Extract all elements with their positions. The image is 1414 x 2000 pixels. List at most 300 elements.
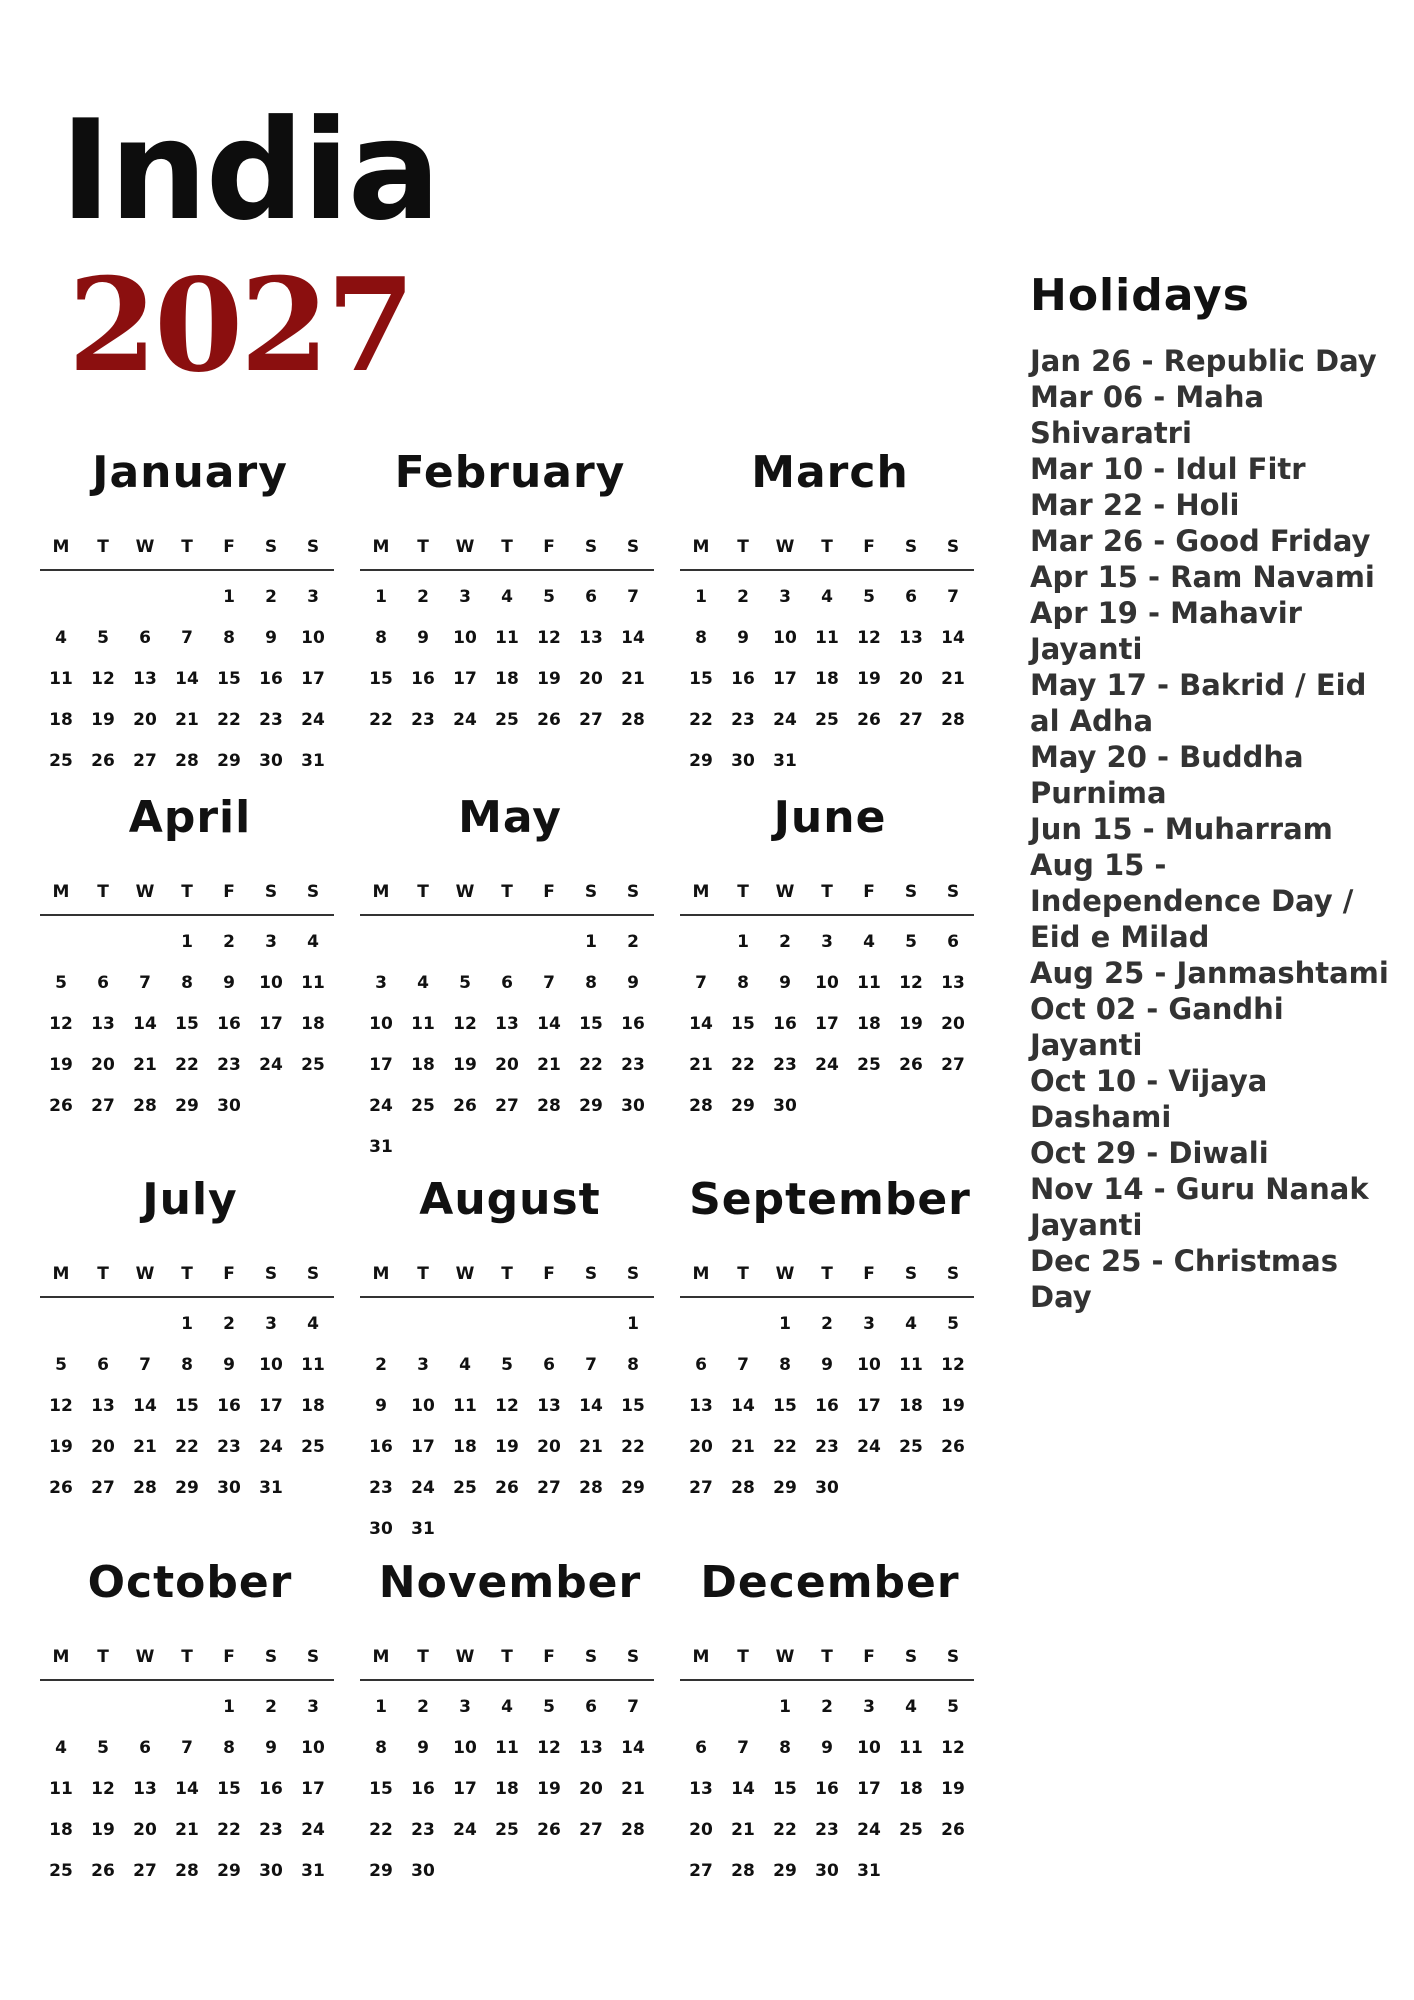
weekday-label: S [584,882,598,902]
day-cell: 30 [411,1861,435,1881]
weekday-label: M [372,882,390,902]
day-cell: 21 [689,1055,713,1075]
weekday-label: F [863,1264,875,1284]
day-cell: 14 [537,1014,561,1034]
day-cell: 25 [857,1055,881,1075]
day-cell: 16 [369,1437,393,1457]
month-4 [360,790,660,1168]
day-cell: 15 [217,1779,241,1799]
day-cell: 9 [375,1396,387,1416]
weekday-label: M [52,537,70,557]
month-name: October [87,1557,293,1608]
weekday-label: T [97,537,109,557]
weekday-label: S [264,882,278,902]
day-cell: 11 [301,973,325,993]
day-cell: 11 [49,669,73,689]
month-name: January [92,447,288,498]
day-cell: 4 [459,1355,471,1375]
weekday-label: T [417,1264,429,1284]
day-cell: 24 [453,1820,477,1840]
weekday-label: S [946,537,960,557]
weekday-label: F [223,1647,235,1667]
day-cell: 6 [585,1697,597,1717]
day-cell: 12 [91,669,115,689]
weekday-label: T [97,1647,109,1667]
day-cell: 24 [301,710,325,730]
day-grid [40,922,334,1127]
weekday-label: W [455,1647,475,1667]
weekday-label: M [692,537,710,557]
day-cell: 11 [495,1738,519,1758]
day-cell: 29 [621,1478,645,1498]
weekday-label: F [863,537,875,557]
day-cell: 2 [265,587,277,607]
day-cell: 13 [579,1738,603,1758]
month-9 [40,1555,340,1892]
empty-cell [40,1304,82,1345]
empty-cell [124,922,166,963]
empty-cell [360,1304,402,1345]
holiday-item: Nov 14 - Guru Nanak Jayanti [1030,1172,1369,1242]
day-cell: 10 [815,973,839,993]
day-cell: 15 [579,1014,603,1034]
day-cell: 6 [97,1355,109,1375]
day-cell: 22 [579,1055,603,1075]
day-cell: 5 [905,932,917,952]
weekday-label: T [821,882,833,902]
day-cell: 17 [369,1055,393,1075]
day-cell: 25 [899,1820,923,1840]
day-cell: 26 [91,1861,115,1881]
day-cell: 25 [49,1861,73,1881]
weekday-label: W [135,1647,155,1667]
day-cell: 17 [815,1014,839,1034]
day-cell: 5 [543,1697,555,1717]
weekday-label: S [946,882,960,902]
day-cell: 26 [941,1437,965,1457]
day-cell: 9 [265,628,277,648]
day-cell: 1 [585,932,597,952]
day-cell: 12 [91,1779,115,1799]
weekday-label: F [223,882,235,902]
day-cell: 23 [217,1437,241,1457]
empty-cell [82,1304,124,1345]
day-cell: 6 [695,1738,707,1758]
day-cell: 9 [223,973,235,993]
weekday-label: W [135,1264,155,1284]
day-cell: 30 [217,1478,241,1498]
weekday-label: T [97,882,109,902]
day-cell: 2 [375,1355,387,1375]
day-cell: 18 [301,1396,325,1416]
day-cell: 15 [175,1396,199,1416]
day-cell: 9 [223,1355,235,1375]
day-cell: 16 [731,669,755,689]
day-cell: 2 [417,587,429,607]
day-cell: 4 [307,1314,319,1334]
day-grid [40,1304,334,1509]
day-cell: 22 [773,1437,797,1457]
month-11 [680,1555,980,1892]
day-cell: 12 [537,1738,561,1758]
day-grid [40,577,334,782]
day-cell: 9 [737,628,749,648]
weekday-label: T [181,1647,193,1667]
day-cell: 5 [501,1355,513,1375]
day-cell: 6 [905,587,917,607]
month-name: September [689,1174,971,1225]
weekday-label: S [626,1264,640,1284]
weekday-label: S [306,1264,320,1284]
day-cell: 5 [947,1697,959,1717]
day-cell: 11 [453,1396,477,1416]
month-0 [40,445,340,782]
day-cell: 23 [259,1820,283,1840]
day-cell: 31 [369,1137,393,1157]
day-cell: 22 [369,1820,393,1840]
day-cell: 1 [223,1697,235,1717]
day-cell: 9 [779,973,791,993]
weekday-label: F [223,537,235,557]
weekday-label: W [135,882,155,902]
day-cell: 17 [259,1396,283,1416]
day-cell: 29 [175,1478,199,1498]
day-cell: 28 [133,1096,157,1116]
day-cell: 28 [621,1820,645,1840]
day-cell: 29 [689,751,713,771]
day-cell: 1 [223,587,235,607]
day-cell: 26 [495,1478,519,1498]
day-cell: 1 [737,932,749,952]
empty-cell [444,922,486,963]
day-cell: 2 [417,1697,429,1717]
day-cell: 17 [857,1396,881,1416]
month-2 [680,445,980,782]
day-cell: 15 [773,1396,797,1416]
day-cell: 20 [899,669,923,689]
day-cell: 18 [411,1055,435,1075]
month-name: August [419,1174,601,1225]
months-grid [40,445,1000,1895]
day-cell: 30 [259,751,283,771]
day-cell: 19 [857,669,881,689]
weekday-label: S [306,537,320,557]
day-cell: 28 [621,710,645,730]
day-cell: 22 [175,1055,199,1075]
holiday-item: May 17 - Bakrid / Eid al Adha [1030,668,1367,738]
day-cell: 20 [91,1437,115,1457]
day-cell: 13 [579,628,603,648]
day-cell: 13 [899,628,923,648]
day-cell: 16 [621,1014,645,1034]
day-cell: 15 [731,1014,755,1034]
day-cell: 20 [579,1779,603,1799]
day-cell: 23 [217,1055,241,1075]
day-cell: 15 [217,669,241,689]
day-cell: 12 [941,1355,965,1375]
day-cell: 27 [941,1055,965,1075]
day-cell: 25 [49,751,73,771]
day-cell: 5 [55,973,67,993]
month-7 [360,1172,660,1550]
weekday-label: W [775,537,795,557]
weekday-label: T [181,882,193,902]
month-10 [360,1555,660,1892]
day-cell: 2 [223,932,235,952]
day-cell: 8 [779,1738,791,1758]
day-cell: 8 [585,973,597,993]
day-cell: 29 [579,1096,603,1116]
day-cell: 19 [899,1014,923,1034]
day-cell: 6 [97,973,109,993]
day-cell: 17 [411,1437,435,1457]
day-cell: 3 [417,1355,429,1375]
day-cell: 21 [621,669,645,689]
holiday-item: Aug 15 - Independence Day / Eid e Milad [1030,848,1354,954]
day-cell: 13 [537,1396,561,1416]
weekday-label: S [626,537,640,557]
day-cell: 20 [941,1014,965,1034]
weekday-label: S [626,1647,640,1667]
day-cell: 30 [369,1519,393,1539]
day-cell: 19 [91,1820,115,1840]
day-cell: 6 [585,587,597,607]
day-cell: 7 [947,587,959,607]
day-cell: 10 [369,1014,393,1034]
day-cell: 17 [453,669,477,689]
day-cell: 25 [495,710,519,730]
day-cell: 19 [495,1437,519,1457]
day-cell: 4 [821,587,833,607]
day-cell: 15 [773,1779,797,1799]
day-cell: 13 [91,1014,115,1034]
day-cell: 27 [91,1478,115,1498]
month-name: May [458,792,562,843]
weekday-label: W [455,1264,475,1284]
day-cell: 21 [621,1779,645,1799]
day-cell: 18 [857,1014,881,1034]
empty-cell [528,1304,570,1345]
day-cell: 1 [181,932,193,952]
day-cell: 26 [49,1096,73,1116]
day-cell: 10 [773,628,797,648]
month-1 [360,445,660,741]
weekday-label: T [737,1264,749,1284]
day-cell: 30 [259,1861,283,1881]
holiday-list [1030,343,1400,1315]
weekday-header [680,1647,974,1681]
day-cell: 12 [495,1396,519,1416]
day-cell: 2 [627,932,639,952]
day-cell: 26 [91,751,115,771]
day-cell: 14 [175,669,199,689]
day-cell: 11 [815,628,839,648]
holidays-title: Holidays [1030,270,1250,321]
day-cell: 16 [815,1396,839,1416]
weekday-label: F [543,882,555,902]
day-cell: 9 [821,1355,833,1375]
day-cell: 4 [905,1697,917,1717]
day-cell: 20 [133,710,157,730]
day-cell: 2 [265,1697,277,1717]
weekday-label: M [372,537,390,557]
weekday-header [680,1264,974,1298]
weekday-label: W [775,1264,795,1284]
day-cell: 16 [259,1779,283,1799]
day-cell: 4 [55,1738,67,1758]
weekday-label: M [52,882,70,902]
day-cell: 12 [899,973,923,993]
weekday-label: T [821,537,833,557]
weekday-label: S [626,882,640,902]
day-grid [680,1687,974,1892]
day-cell: 25 [411,1096,435,1116]
day-cell: 10 [857,1738,881,1758]
month-name: June [773,792,887,843]
day-cell: 17 [259,1014,283,1034]
day-cell: 18 [49,1820,73,1840]
day-cell: 18 [899,1396,923,1416]
empty-cell [166,577,208,618]
month-name: December [700,1557,960,1608]
weekday-header [360,537,654,571]
day-cell: 21 [175,710,199,730]
day-cell: 4 [417,973,429,993]
day-cell: 15 [621,1396,645,1416]
day-cell: 3 [863,1697,875,1717]
day-cell: 7 [181,628,193,648]
day-cell: 18 [899,1779,923,1799]
day-cell: 12 [453,1014,477,1034]
day-cell: 19 [49,1055,73,1075]
weekday-label: S [584,1647,598,1667]
day-cell: 28 [579,1478,603,1498]
day-cell: 27 [689,1861,713,1881]
day-cell: 22 [731,1055,755,1075]
day-cell: 27 [495,1096,519,1116]
day-cell: 12 [537,628,561,648]
weekday-label: S [306,1647,320,1667]
day-cell: 13 [133,669,157,689]
day-cell: 3 [779,587,791,607]
day-cell: 4 [863,932,875,952]
weekday-label: T [501,1647,513,1667]
weekday-label: S [584,537,598,557]
day-cell: 28 [537,1096,561,1116]
day-cell: 12 [49,1396,73,1416]
empty-cell [570,1304,612,1345]
weekday-label: M [692,882,710,902]
day-cell: 29 [731,1096,755,1116]
day-cell: 7 [737,1355,749,1375]
weekday-label: M [52,1647,70,1667]
day-grid [40,1687,334,1892]
day-cell: 10 [301,628,325,648]
day-cell: 2 [737,587,749,607]
day-cell: 18 [495,669,519,689]
day-cell: 25 [899,1437,923,1457]
day-cell: 7 [585,1355,597,1375]
day-cell: 2 [821,1697,833,1717]
day-cell: 11 [899,1355,923,1375]
day-cell: 29 [773,1478,797,1498]
day-cell: 13 [689,1396,713,1416]
weekday-label: W [775,1647,795,1667]
day-grid [680,577,974,782]
day-cell: 17 [857,1779,881,1799]
empty-cell [166,1687,208,1728]
day-cell: 26 [857,710,881,730]
day-cell: 5 [459,973,471,993]
empty-cell [680,1304,722,1345]
day-cell: 27 [579,710,603,730]
weekday-label: S [904,1647,918,1667]
day-grid [360,577,654,741]
empty-cell [82,922,124,963]
empty-cell [360,922,402,963]
day-cell: 4 [501,587,513,607]
weekday-label: T [737,1647,749,1667]
weekday-label: T [417,882,429,902]
weekday-label: F [863,882,875,902]
day-cell: 26 [49,1478,73,1498]
day-cell: 21 [133,1055,157,1075]
day-cell: 4 [307,932,319,952]
day-cell: 2 [779,932,791,952]
day-cell: 13 [133,1779,157,1799]
day-cell: 23 [815,1820,839,1840]
day-cell: 24 [411,1478,435,1498]
weekday-label: F [543,537,555,557]
holiday-item: Oct 29 - Diwali [1030,1136,1269,1170]
day-cell: 16 [217,1014,241,1034]
day-cell: 11 [49,1779,73,1799]
day-cell: 14 [621,1738,645,1758]
day-cell: 19 [941,1396,965,1416]
weekday-label: W [135,537,155,557]
day-cell: 6 [947,932,959,952]
day-cell: 26 [537,710,561,730]
day-cell: 27 [537,1478,561,1498]
day-cell: 3 [265,1314,277,1334]
empty-cell [40,1687,82,1728]
weekday-label: T [181,537,193,557]
weekday-header [40,1264,334,1298]
weekday-header [40,537,334,571]
weekday-label: S [264,1647,278,1667]
day-cell: 3 [307,587,319,607]
calendar-title: India [60,90,439,251]
holiday-item: May 20 - Buddha Purnima [1030,740,1304,810]
holiday-item: Mar 10 - Idul Fitr [1030,452,1306,486]
day-cell: 23 [621,1055,645,1075]
day-cell: 16 [217,1396,241,1416]
day-grid [360,922,654,1168]
weekday-label: T [97,1264,109,1284]
day-cell: 11 [411,1014,435,1034]
day-cell: 18 [49,710,73,730]
day-cell: 3 [459,1697,471,1717]
weekday-header [40,1647,334,1681]
day-cell: 5 [97,1738,109,1758]
day-cell: 10 [301,1738,325,1758]
holiday-item: Mar 22 - Holi [1030,488,1240,522]
day-cell: 10 [259,973,283,993]
day-cell: 31 [857,1861,881,1881]
weekday-label: F [543,1647,555,1667]
weekday-label: W [775,882,795,902]
day-cell: 30 [815,1861,839,1881]
